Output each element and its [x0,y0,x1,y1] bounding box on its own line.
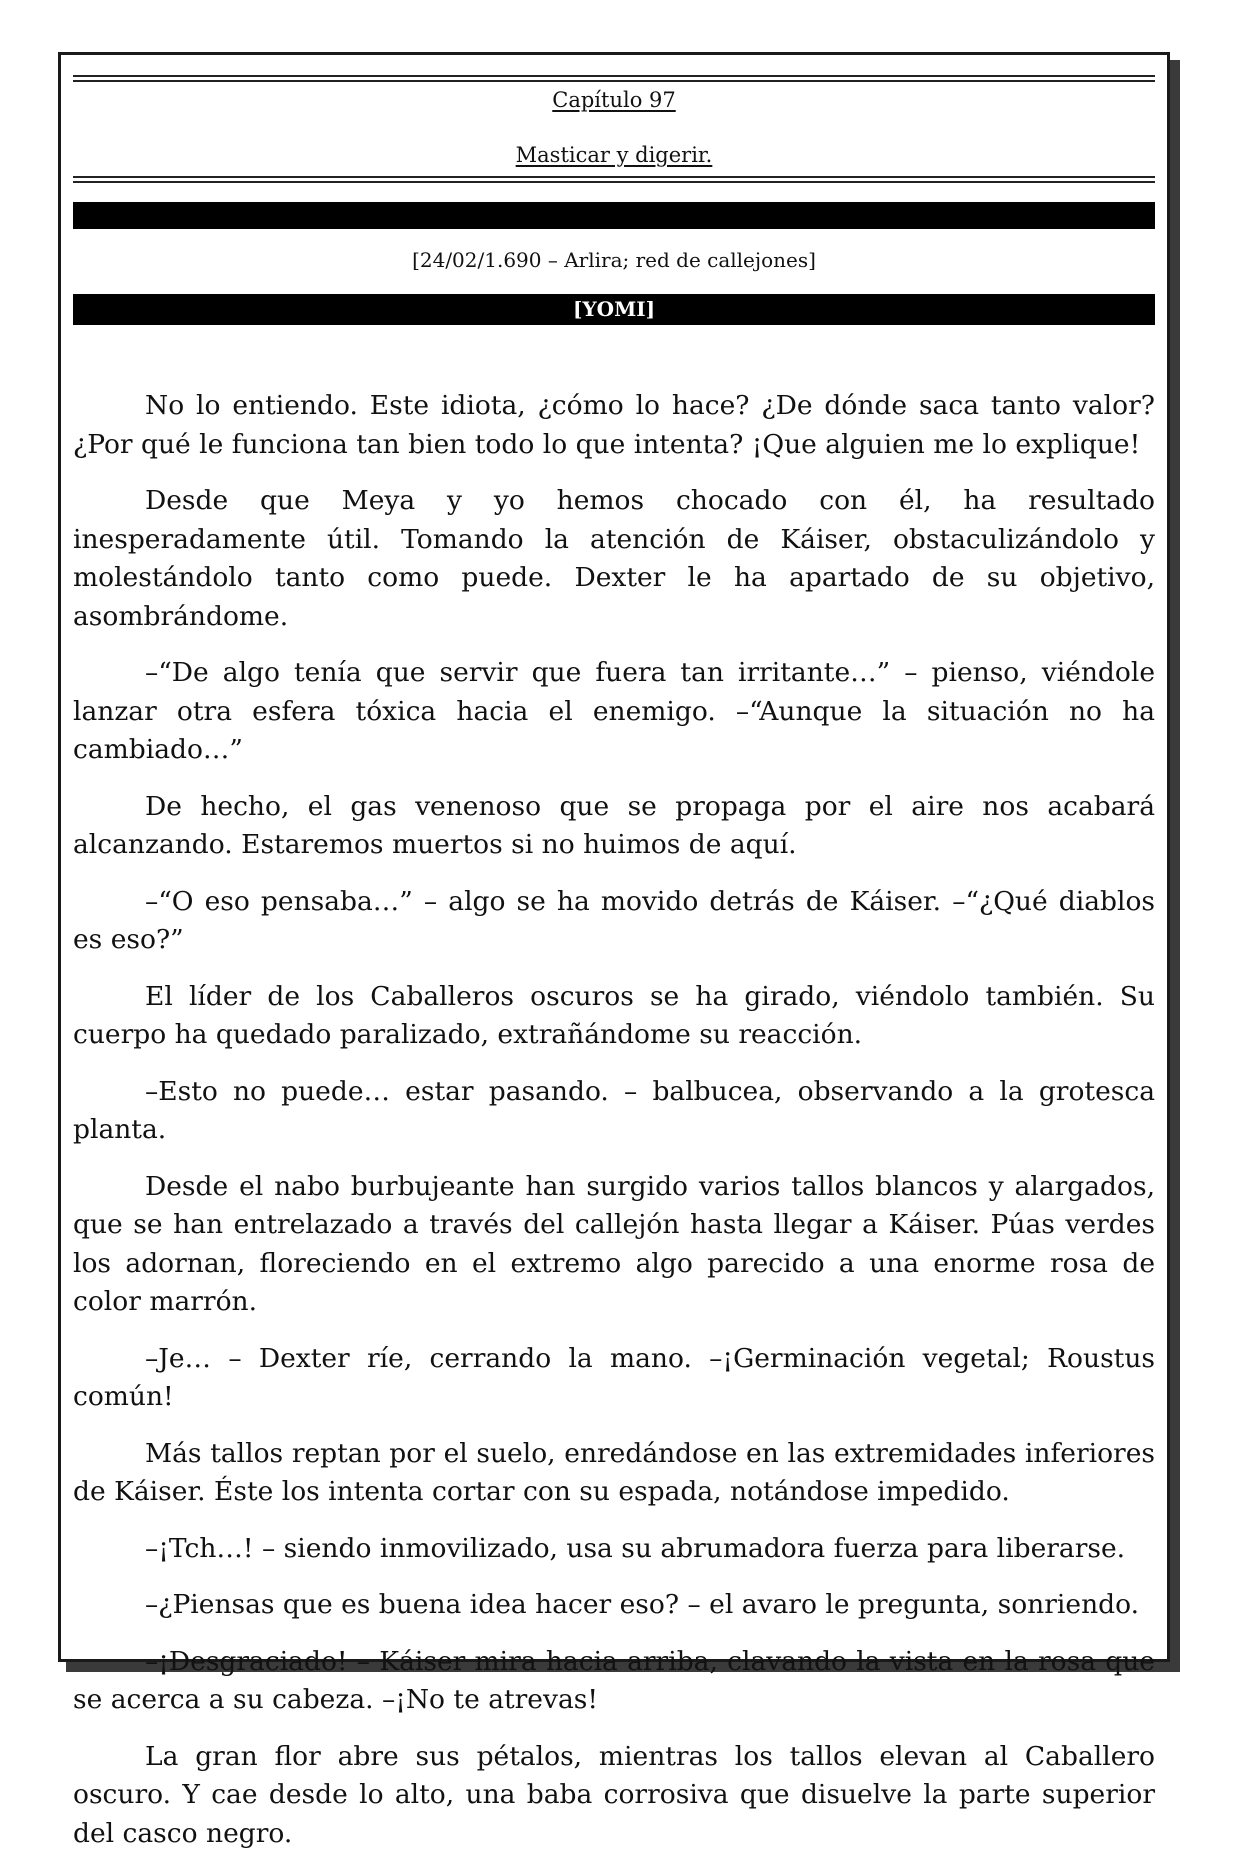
paragraph: –¡Tch…! – siendo inmovilizado, usa su abrumadora fuerza para liberarse. [145,1532,1126,1564]
paragraph: –“De algo tenía que servir que fuera tan irritante…” – pienso, viéndole lanzar otra esfera tóxica hacia el enemigo. –“Aunque la situación no ha cambiado…” [73,657,1155,765]
chapter-title: Masticar y digerir. [515,143,713,167]
paragraph: –¿Piensas que es buena idea hacer eso? – el avaro le pregunta, sonriendo. [145,1589,1140,1620]
story-body [73,387,1155,1871]
paragraph: La gran flor abre sus pétalos, mientras los tallos elevan al Caballero oscuro. Y cae desde lo alto, una baba corrosiva que disuelve la parte superior del casco negro. [73,1740,1155,1849]
middle-double-rule [73,176,1155,183]
paragraph: Desde el nabo burbujeante han surgido varios tallos blancos y alargados, que se han entrelazado a través del callejón hasta llegar a Káiser. Púas verdes los adornan, floreciendo en el extremo algo parecido a una enorme rosa de color marrón. [73,1170,1155,1317]
paragraph: Desde que Meya y yo hemos chocado con él, ha resultado inesperadamente útil. Tomando la atención de Káiser, obstaculizándolo y molestándolo tanto como puede. Dexter le ha apartado de su objetivo, asombrándome. [73,485,1155,632]
paragraph: El líder de los Caballeros oscuros se ha girado, viéndolo también. Su cuerpo ha quedado paralizado, extrañándome su reacción. [73,980,1155,1050]
chapter-number: Capítulo 97 [552,88,676,112]
paragraph: –Je… – Dexter ríe, cerrando la mano. –¡Germinación vegetal; Roustus común! [73,1342,1155,1412]
top-double-rule [73,75,1155,82]
black-divider-bar [73,202,1155,229]
paragraph: –¡Desgraciado! – Káiser mira hacia arriba, clavando la vista en la rosa que se acerca a su cabeza. –¡No te atrevas! [73,1645,1155,1715]
paragraph: –“O eso pensaba…” – algo se ha movido detrás de Káiser. –“¿Qué diablos es eso?” [73,885,1155,955]
pov-banner: [YOMI] [73,294,1155,325]
paragraph: Más tallos reptan por el suelo, enredándose en las extremidades inferiores de Káiser. Éste los intenta cortar con su espada, notándose impedido. [73,1437,1155,1507]
paragraph: De hecho, el gas venenoso que se propaga por el aire nos acabará alcanzando. Estaremos muertos si no huimos de aquí. [73,790,1155,860]
paragraph: –Esto no puede… estar pasando. – balbucea, observando a la grotesca planta. [73,1075,1155,1145]
page-frame [58,52,1170,1849]
paragraph: No lo entiendo. Este idiota, ¿cómo lo hace? ¿De dónde saca tanto valor? ¿Por qué le funciona tan bien todo lo que intenta? ¡Que alguien me lo explique! [73,390,1155,460]
scene-header: [24/02/1.690 – Arlira; red de callejones] [412,248,816,272]
